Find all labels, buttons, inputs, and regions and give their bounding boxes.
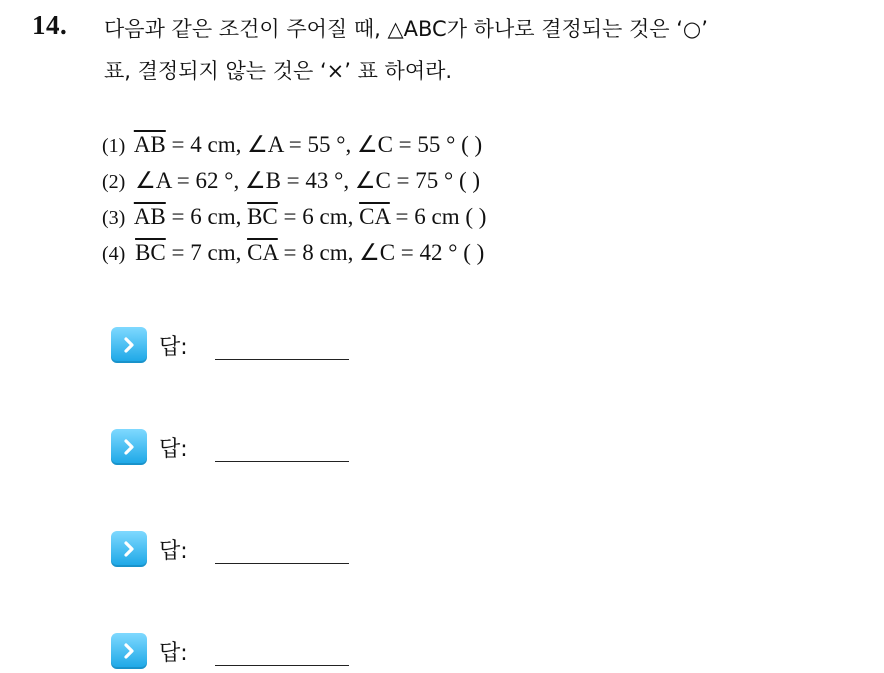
chevron-right-icon <box>111 531 147 567</box>
condition-3 <box>102 199 486 235</box>
chevron-right-icon <box>111 633 147 669</box>
answer-row-2 <box>111 427 188 467</box>
chevron-right-icon <box>111 327 147 363</box>
condition-1 <box>102 127 486 163</box>
answer-label: 답: <box>159 334 188 360</box>
answer-blank[interactable] <box>215 461 349 462</box>
condition-text: = 6 cm ( ) <box>389 204 487 229</box>
question-number: 14. <box>32 10 68 40</box>
answer-label: 답: <box>159 436 188 462</box>
answer-blank[interactable] <box>215 359 349 360</box>
condition-text: = 8 cm, ∠C = 42 ° ( ) <box>277 240 485 265</box>
question-stem-line2: 표, 결정되지 않는 것은 ‘×’ 표 하여라. <box>104 59 453 83</box>
segment-overline: $\overline{AB}$ <box>133 204 166 229</box>
condition-number: (1) <box>102 135 126 157</box>
answer-row-3 <box>111 529 188 569</box>
segment-overline: $\overline{BC}$ <box>135 240 166 265</box>
answer-blank[interactable] <box>215 563 349 564</box>
answer-blank[interactable] <box>215 665 349 666</box>
condition-number: (2) <box>102 171 126 193</box>
answer-label: 답: <box>159 538 188 564</box>
condition-text: = 6 cm, <box>277 204 360 229</box>
question-stem-line1: 다음과 같은 조건이 주어질 때, △ABC가 하나로 결정되는 것은 ‘○’ <box>104 17 708 41</box>
answer-row-1 <box>111 325 188 365</box>
condition-text: = 6 cm, <box>165 204 248 229</box>
chevron-right-icon <box>111 429 147 465</box>
segment-overline: $\overline{BC}$ <box>247 204 278 229</box>
segment-overline: $\overline{CA}$ <box>247 240 278 265</box>
condition-4 <box>102 235 486 271</box>
condition-number: (3) <box>102 207 126 229</box>
condition-list <box>102 127 486 271</box>
segment-overline: $\overline{AB}$ <box>133 132 166 157</box>
condition-number: (4) <box>102 243 126 265</box>
condition-text: = 7 cm, <box>165 240 248 265</box>
condition-text: ∠A = 62 °, ∠B = 43 °, ∠C = 75 ° ( ) <box>135 168 481 193</box>
condition-text: = 4 cm, ∠A = 55 °, ∠C = 55 ° ( ) <box>165 132 483 157</box>
answer-row-4 <box>111 631 188 671</box>
segment-overline: $\overline{CA}$ <box>359 204 390 229</box>
answer-label: 답: <box>159 640 188 666</box>
condition-2 <box>102 163 486 199</box>
